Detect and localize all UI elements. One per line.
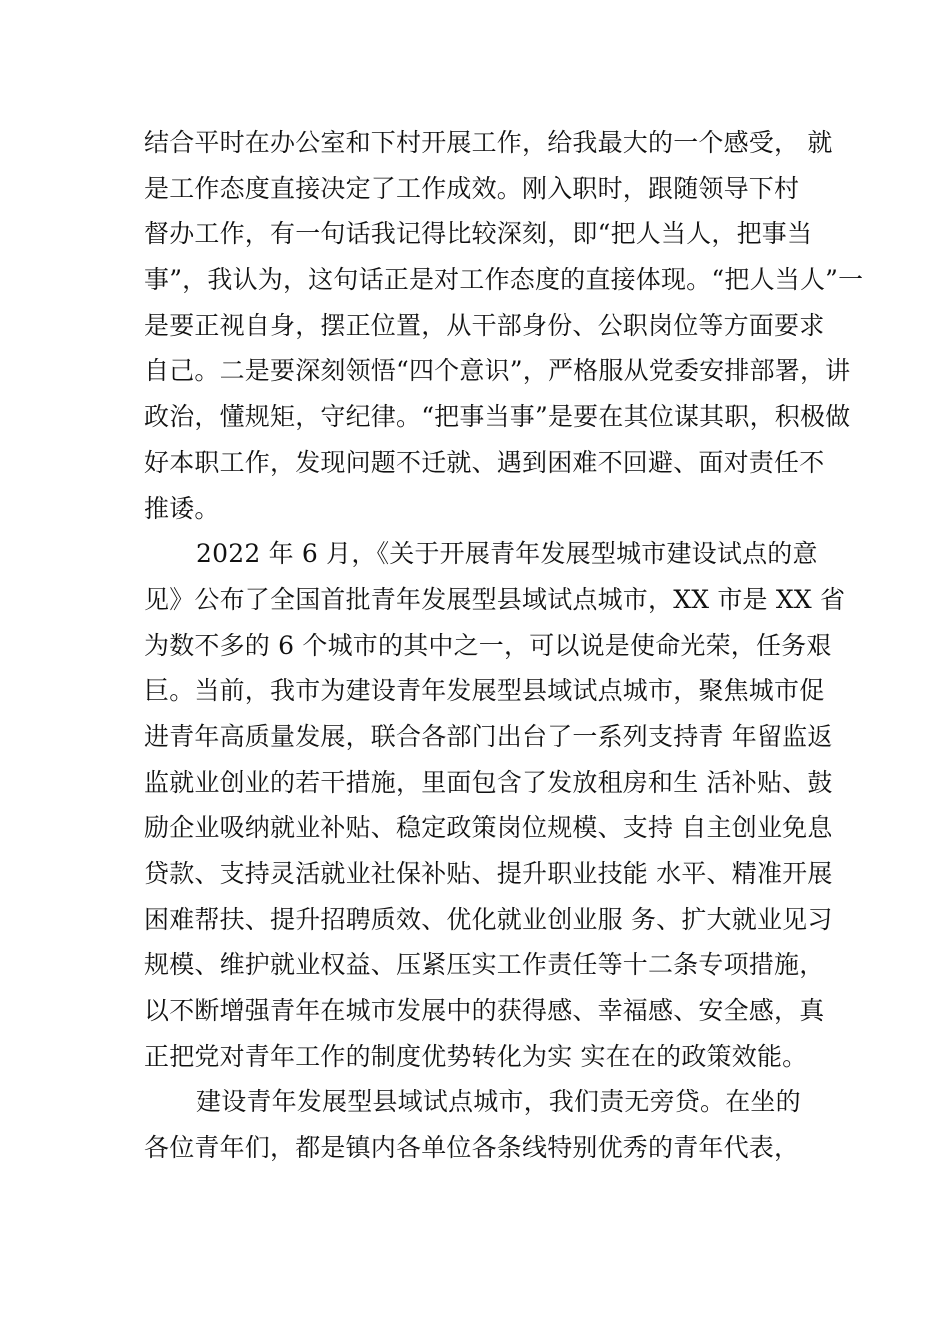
- text-line: 进青年高质量发展，联合各部门出台了一系列支持青 年留监返: [144, 721, 833, 751]
- text-line: 以不断增强青年在城市发展中的获得感、幸福感、安全感，真: [144, 996, 825, 1026]
- text-line: 巨。当前，我市为建设青年发展型县域试点城市，聚焦城市促: [144, 676, 825, 706]
- document-body: [144, 120, 864, 1171]
- text-line: 2022 年 6 月，《关于开展青年发展型城市建设试点的意: [196, 539, 818, 569]
- text-line: 正把党对青年工作的制度优势转化为实 实在在的政策效能。: [144, 1041, 808, 1071]
- text-line: 好本职工作，发现问题不迁就、遇到困难不回避、面对责任不: [144, 447, 825, 477]
- text-line: 监就业创业的若干措施，里面包含了发放租房和生 活补贴、鼓: [144, 767, 833, 797]
- text-line: 督办工作，有一句话我记得比较深刻，即“把人当人，把事当: [144, 219, 813, 249]
- paragraph-2: [144, 531, 846, 1079]
- text-line: 各位青年们，都是镇内各单位各条线特别优秀的青年代表，: [144, 1133, 800, 1163]
- text-line: 结合平时在办公室和下村开展工作，给我最大的一个感受， 就: [144, 128, 833, 157]
- text-line: 推诿。: [144, 493, 220, 523]
- text-line: 见》公布了全国首批青年发展型县域试点城市，XX 市是 XX 省: [144, 584, 846, 614]
- text-line: 是工作态度直接决定了工作成效。刚入职时，跟随领导下村: [144, 173, 800, 203]
- text-line: 事”，我认为，这句话正是对工作态度的直接体现。“把人当人”一: [144, 265, 864, 295]
- text-line: 是要正视自身，摆正位置，从干部身份、公职岗位等方面要求: [144, 310, 825, 340]
- text-line: 困难帮扶、提升招聘质效、优化就业创业服 务、扩大就业见习: [144, 904, 833, 934]
- text-line: 规模、维护就业权益、压紧压实工作责任等十二条专项措施，: [144, 950, 825, 980]
- paragraph-3: [144, 1079, 834, 1170]
- text-line: 励企业吸纳就业补贴、稳定政策岗位规模、支持 自主创业免息: [144, 813, 833, 843]
- text-line: 政治，懂规矩，守纪律。“把事当事”是要在其位谋其职，积极做: [144, 402, 851, 432]
- paragraph-1: [144, 120, 864, 531]
- text-line: 为数不多的 6 个城市的其中之一，可以说是使命光荣，任务艰: [144, 630, 832, 660]
- text-line: 贷款、支持灵活就业社保补贴、提升职业技能 水平、精准开展: [144, 859, 833, 888]
- text-line: 建设青年发展型县域试点城市，我们责无旁贷。在坐的: [196, 1087, 801, 1117]
- text-line: 自己。二是要深刻领悟“四个意识”，严格服从党委安排部署，讲: [144, 356, 851, 386]
